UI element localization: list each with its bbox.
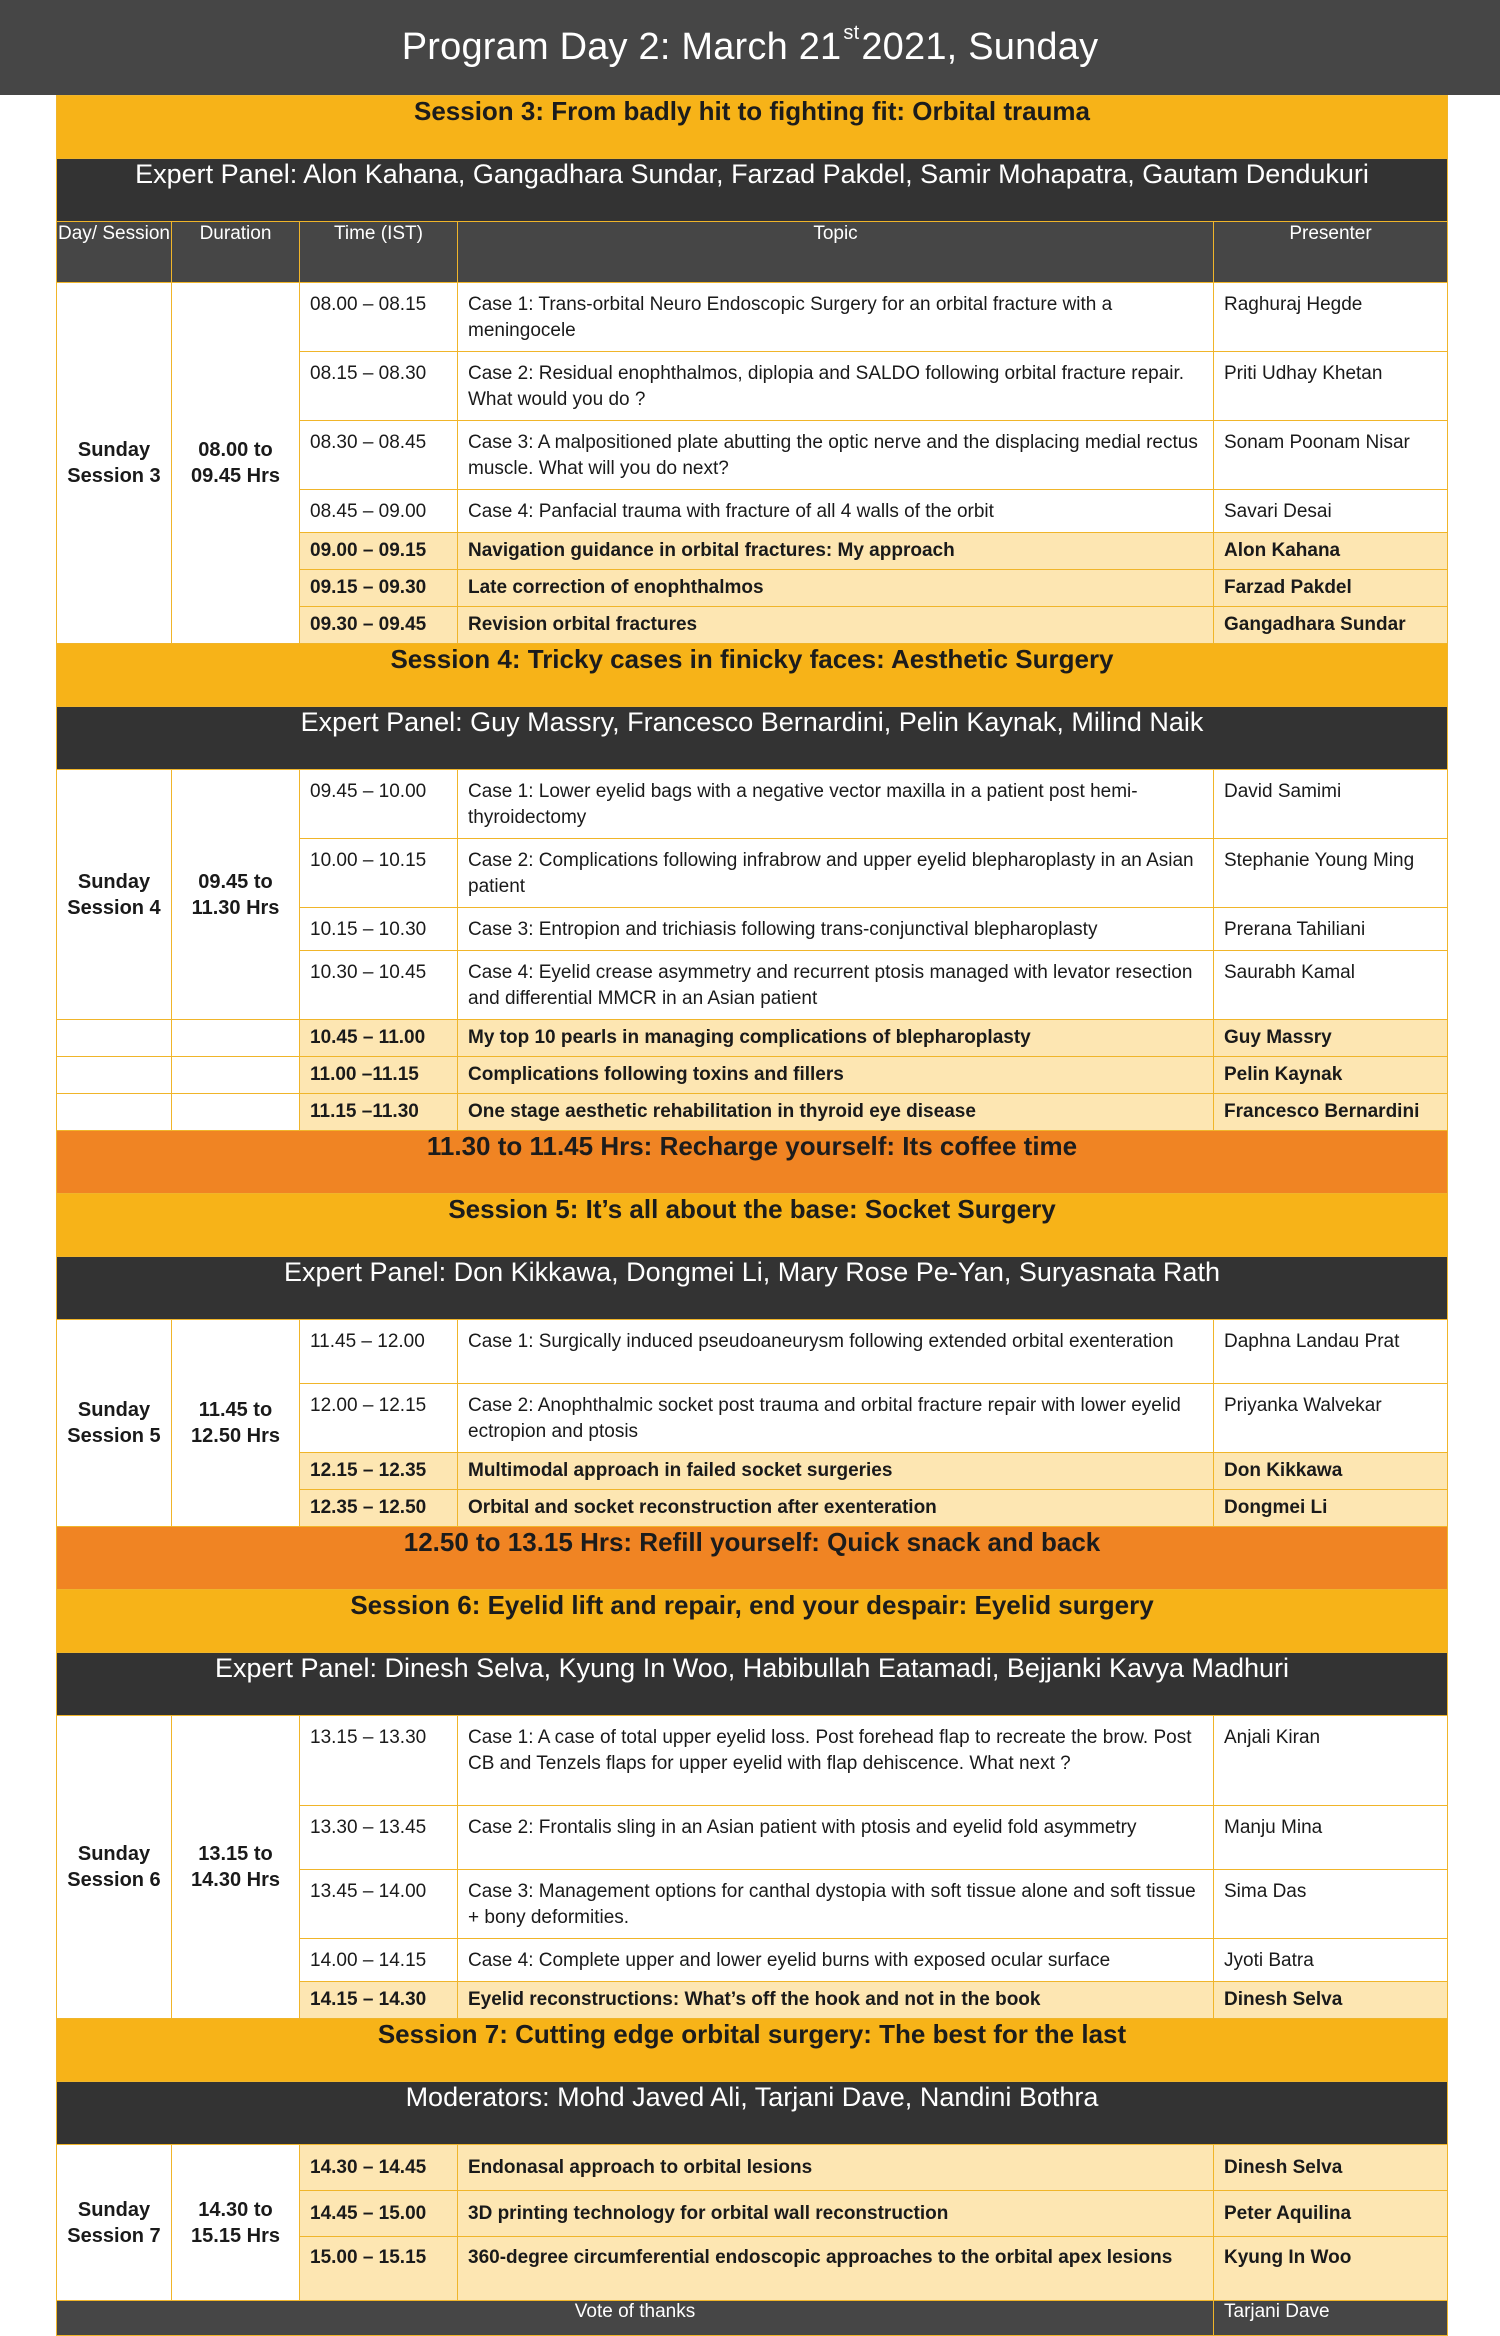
- talk-time: 12.35 – 12.50: [300, 1490, 458, 1527]
- talk-presenter: Sonam Poonam Nisar: [1214, 421, 1448, 490]
- session-4-title-row: [57, 644, 1448, 707]
- talk-presenter: Don Kikkawa: [1214, 1453, 1448, 1490]
- table-row: [57, 1094, 1448, 1131]
- talk-time: 09.30 – 09.45: [300, 607, 458, 644]
- talk-topic: Eyelid reconstructions: What’s off the hook and not in the book: [458, 1982, 1214, 2019]
- talk-time: 14.00 – 14.15: [300, 1939, 458, 1982]
- session-5-panel-row: [57, 1257, 1448, 1320]
- page-title: [0, 0, 1500, 95]
- talk-presenter: Priti Udhay Khetan: [1214, 352, 1448, 421]
- table-row: [57, 1716, 1448, 1806]
- session-7-panel: Moderators: Mohd Javed Ali, Tarjani Dave, Nandini Bothra: [57, 2082, 1448, 2145]
- talk-presenter: Farzad Pakdel: [1214, 570, 1448, 607]
- empty-cell: [57, 1020, 172, 1057]
- talk-topic: Case 4: Complete upper and lower eyelid burns with exposed ocular surface: [458, 1939, 1214, 1982]
- talk-presenter: Guy Massry: [1214, 1020, 1448, 1057]
- talk-topic: 360-degree circumferential endoscopic approaches to the orbital apex lesions: [458, 2237, 1214, 2301]
- column-header-presenter: Presenter: [1214, 222, 1448, 283]
- empty-cell: [57, 1057, 172, 1094]
- column-header-duration: Duration: [172, 222, 300, 283]
- coffee-break-row: [57, 1131, 1448, 1194]
- talk-time: 08.30 – 08.45: [300, 421, 458, 490]
- talk-presenter: Priyanka Walvekar: [1214, 1384, 1448, 1453]
- session-4-duration: 09.45 to 11.30 Hrs: [172, 770, 300, 1020]
- talk-topic: Case 1: A case of total upper eyelid loss. Post forehead flap to recreate the brow. Post CB and Tenzels flaps for upper eyelid with flap dehiscence. What next ?: [458, 1716, 1214, 1806]
- talk-time: 11.45 – 12.00: [300, 1320, 458, 1384]
- session-7-title: Session 7: Cutting edge orbital surgery: The best for the last: [57, 2019, 1448, 2082]
- talk-time: 14.15 – 14.30: [300, 1982, 458, 2019]
- page-title-sup: st: [843, 22, 860, 44]
- talk-presenter: Pelin Kaynak: [1214, 1057, 1448, 1094]
- talk-time: 09.15 – 09.30: [300, 570, 458, 607]
- session-5-panel: Expert Panel: Don Kikkawa, Dongmei Li, Mary Rose Pe-Yan, Suryasnata Rath: [57, 1257, 1448, 1320]
- talk-presenter: Kyung In Woo: [1214, 2237, 1448, 2301]
- vote-of-thanks-row: [57, 2301, 1448, 2336]
- session-4-panel: Expert Panel: Guy Massry, Francesco Bernardini, Pelin Kaynak, Milind Naik: [57, 707, 1448, 770]
- column-header-topic: Topic: [458, 222, 1214, 283]
- session-7-panel-row: [57, 2082, 1448, 2145]
- talk-time: 08.15 – 08.30: [300, 352, 458, 421]
- empty-cell: [57, 1094, 172, 1131]
- session-6-day: Sunday Session 6: [57, 1716, 172, 2019]
- talk-topic: Case 3: Entropion and trichiasis following trans-conjunctival blepharoplasty: [458, 908, 1214, 951]
- table-row: [57, 1020, 1448, 1057]
- talk-presenter: Dongmei Li: [1214, 1490, 1448, 1527]
- talk-presenter: Anjali Kiran: [1214, 1716, 1448, 1806]
- talk-presenter: Saurabh Kamal: [1214, 951, 1448, 1020]
- talk-time: 13.45 – 14.00: [300, 1870, 458, 1939]
- talk-topic: Case 2: Anophthalmic socket post trauma and orbital fracture repair with lower eyelid ectropion and ptosis: [458, 1384, 1214, 1453]
- talk-topic: Case 4: Panfacial trauma with fracture of all 4 walls of the orbit: [458, 490, 1214, 533]
- session-7-duration: 14.30 to 15.15 Hrs: [172, 2145, 300, 2301]
- talk-topic: One stage aesthetic rehabilitation in thyroid eye disease: [458, 1094, 1214, 1131]
- empty-cell: [172, 1057, 300, 1094]
- session-4-title: Session 4: Tricky cases in finicky faces: Aesthetic Surgery: [57, 644, 1448, 707]
- talk-time: 10.45 – 11.00: [300, 1020, 458, 1057]
- session-5-title: Session 5: It’s all about the base: Socket Surgery: [57, 1194, 1448, 1257]
- talk-topic: My top 10 pearls in managing complications of blepharoplasty: [458, 1020, 1214, 1057]
- session-3-title: Session 3: From badly hit to fighting fit: Orbital trauma: [57, 96, 1448, 159]
- talk-time: 14.30 – 14.45: [300, 2145, 458, 2191]
- session-4-day: Sunday Session 4: [57, 770, 172, 1020]
- talk-presenter: Peter Aquilina: [1214, 2191, 1448, 2237]
- talk-presenter: Raghuraj Hegde: [1214, 283, 1448, 352]
- talk-time: 13.15 – 13.30: [300, 1716, 458, 1806]
- coffee-break: 11.30 to 11.45 Hrs: Recharge yourself: Its coffee time: [57, 1131, 1448, 1194]
- snack-break: 12.50 to 13.15 Hrs: Refill yourself: Quick snack and back: [57, 1527, 1448, 1590]
- session-3-title-row: [57, 96, 1448, 159]
- talk-topic: Case 2: Frontalis sling in an Asian patient with ptosis and eyelid fold asymmetry: [458, 1806, 1214, 1870]
- talk-time: 10.00 – 10.15: [300, 839, 458, 908]
- talk-topic: Revision orbital fractures: [458, 607, 1214, 644]
- session-4-panel-row: [57, 707, 1448, 770]
- session-7-day: Sunday Session 7: [57, 2145, 172, 2301]
- talk-topic: Late correction of enophthalmos: [458, 570, 1214, 607]
- session-6-panel-row: [57, 1653, 1448, 1716]
- program-table: [56, 95, 1447, 2336]
- table-row: [57, 283, 1448, 352]
- table-row: [57, 1320, 1448, 1384]
- talk-time: 08.45 – 09.00: [300, 490, 458, 533]
- page-title-suffix: 2021, Sunday: [861, 26, 1099, 68]
- snack-break-row: [57, 1527, 1448, 1590]
- talk-time: 12.15 – 12.35: [300, 1453, 458, 1490]
- talk-time: 14.45 – 15.00: [300, 2191, 458, 2237]
- column-header-time: Time (IST): [300, 222, 458, 283]
- talk-time: 09.45 – 10.00: [300, 770, 458, 839]
- talk-topic: Complications following toxins and fillers: [458, 1057, 1214, 1094]
- talk-topic: Case 2: Residual enophthalmos, diplopia and SALDO following orbital fracture repair. What would you do ?: [458, 352, 1214, 421]
- talk-time: 10.30 – 10.45: [300, 951, 458, 1020]
- column-header-row: [57, 222, 1448, 283]
- talk-presenter: Savari Desai: [1214, 490, 1448, 533]
- talk-topic: Case 3: Management options for canthal dystopia with soft tissue alone and soft tissue + bony deformities.: [458, 1870, 1214, 1939]
- session-5-title-row: [57, 1194, 1448, 1257]
- talk-presenter: Stephanie Young Ming: [1214, 839, 1448, 908]
- empty-cell: [172, 1020, 300, 1057]
- talk-topic: Endonasal approach to orbital lesions: [458, 2145, 1214, 2191]
- talk-presenter: Francesco Bernardini: [1214, 1094, 1448, 1131]
- vote-of-thanks-presenter: Tarjani Dave: [1214, 2301, 1448, 2336]
- session-6-title-row: [57, 1590, 1448, 1653]
- empty-cell: [172, 1094, 300, 1131]
- page-title-prefix: Program Day 2: March 21: [401, 26, 842, 68]
- table-row: [57, 1057, 1448, 1094]
- talk-time: 13.30 – 13.45: [300, 1806, 458, 1870]
- table-row: [57, 2145, 1448, 2191]
- talk-presenter: Daphna Landau Prat: [1214, 1320, 1448, 1384]
- talk-time: 09.00 – 09.15: [300, 533, 458, 570]
- schedule-grid: [56, 95, 1448, 2336]
- session-6-panel: Expert Panel: Dinesh Selva, Kyung In Woo, Habibullah Eatamadi, Bejjanki Kavya Madhuri: [57, 1653, 1448, 1716]
- talk-presenter: Gangadhara Sundar: [1214, 607, 1448, 644]
- talk-time: 11.00 –11.15: [300, 1057, 458, 1094]
- session-3-duration: 08.00 to 09.45 Hrs: [172, 283, 300, 644]
- talk-presenter: Dinesh Selva: [1214, 2145, 1448, 2191]
- talk-topic: Case 2: Complications following infrabrow and upper eyelid blepharoplasty in an Asian patient: [458, 839, 1214, 908]
- talk-topic: Case 1: Surgically induced pseudoaneurysm following extended orbital exenteration: [458, 1320, 1214, 1384]
- talk-presenter: Dinesh Selva: [1214, 1982, 1448, 2019]
- talk-time: 10.15 – 10.30: [300, 908, 458, 951]
- table-row: [57, 770, 1448, 839]
- talk-time: 08.00 – 08.15: [300, 283, 458, 352]
- talk-presenter: David Samimi: [1214, 770, 1448, 839]
- talk-presenter: Prerana Tahiliani: [1214, 908, 1448, 951]
- talk-topic: Case 1: Lower eyelid bags with a negative vector maxilla in a patient post hemi-thyroidectomy: [458, 770, 1214, 839]
- talk-topic: 3D printing technology for orbital wall reconstruction: [458, 2191, 1214, 2237]
- talk-topic: Orbital and socket reconstruction after exenteration: [458, 1490, 1214, 1527]
- session-5-day: Sunday Session 5: [57, 1320, 172, 1527]
- talk-time: 12.00 – 12.15: [300, 1384, 458, 1453]
- vote-of-thanks-label: Vote of thanks: [57, 2301, 1214, 2336]
- session-5-duration: 11.45 to 12.50 Hrs: [172, 1320, 300, 1527]
- talk-topic: Case 3: A malpositioned plate abutting the optic nerve and the displacing medial rectus muscle. What will you do next?: [458, 421, 1214, 490]
- talk-presenter: Sima Das: [1214, 1870, 1448, 1939]
- session-7-title-row: [57, 2019, 1448, 2082]
- session-3-panel: Expert Panel: Alon Kahana, Gangadhara Sundar, Farzad Pakdel, Samir Mohapatra, Gautam Dendukuri: [57, 159, 1448, 222]
- talk-topic: Multimodal approach in failed socket surgeries: [458, 1453, 1214, 1490]
- talk-presenter: Jyoti Batra: [1214, 1939, 1448, 1982]
- talk-presenter: Manju Mina: [1214, 1806, 1448, 1870]
- talk-presenter: Alon Kahana: [1214, 533, 1448, 570]
- session-6-duration: 13.15 to 14.30 Hrs: [172, 1716, 300, 2019]
- session-3-day: Sunday Session 3: [57, 283, 172, 644]
- column-header-day: Day/ Session: [57, 222, 172, 283]
- talk-time: 15.00 – 15.15: [300, 2237, 458, 2301]
- talk-time: 11.15 –11.30: [300, 1094, 458, 1131]
- talk-topic: Navigation guidance in orbital fractures: My approach: [458, 533, 1214, 570]
- talk-topic: Case 4: Eyelid crease asymmetry and recurrent ptosis managed with levator resection and differential MMCR in an Asian patient: [458, 951, 1214, 1020]
- session-6-title: Session 6: Eyelid lift and repair, end your despair: Eyelid surgery: [57, 1590, 1448, 1653]
- talk-topic: Case 1: Trans-orbital Neuro Endoscopic Surgery for an orbital fracture with a meningocele: [458, 283, 1214, 352]
- session-3-panel-row: [57, 159, 1448, 222]
